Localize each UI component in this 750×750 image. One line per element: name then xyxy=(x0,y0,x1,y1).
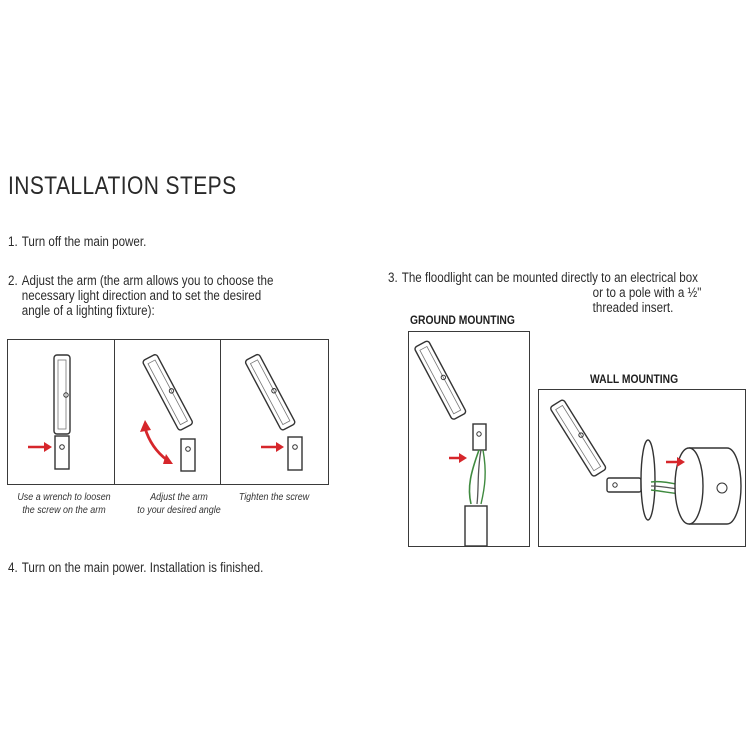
wall-cover-plate xyxy=(641,440,655,520)
step-text: Turn off the main power. xyxy=(21,234,147,249)
rotate-arrow-head-up xyxy=(140,420,151,432)
red-arrow-icon xyxy=(44,442,52,452)
panel-1-caption xyxy=(10,491,119,517)
step-text-line-2: necessary light direction and to set the desired xyxy=(21,288,262,303)
caption-line-2: to your desired angle xyxy=(137,504,221,516)
floodlight-body xyxy=(142,354,193,431)
step-4 xyxy=(8,560,263,575)
mounting-arm xyxy=(288,437,302,470)
step-number: 1. xyxy=(8,234,18,249)
ground-mounting-illustration xyxy=(409,332,529,546)
wall-mounting-illustration xyxy=(539,390,745,546)
step-number: 2. xyxy=(8,273,18,288)
ground-mounting-label: GROUND MOUNTING xyxy=(410,313,515,327)
caption-line-1: Tighten the screw xyxy=(238,491,310,503)
mounting-arm xyxy=(181,439,195,471)
green-wire xyxy=(481,450,485,504)
caption-line-1: Adjust the arm xyxy=(150,491,208,503)
caption-line-1: Use a wrench to loosen xyxy=(17,491,111,503)
panel-3-caption xyxy=(220,491,329,504)
rotate-arrow-arc xyxy=(145,428,167,460)
step-3 xyxy=(388,270,732,315)
step-text-line-1: Adjust the arm (the arm allows you to choose the xyxy=(21,273,274,288)
floodlight-body xyxy=(550,399,607,477)
step-text-line-1: The floodlight can be mounted directly to an electrical box xyxy=(401,270,698,285)
floodlight-body xyxy=(414,340,467,420)
red-arrow-icon xyxy=(459,453,467,463)
rotate-arrow-head-down xyxy=(163,454,173,464)
step-text: Turn on the main power. Installation is finished. xyxy=(21,560,264,575)
step-number: 3. xyxy=(388,270,398,285)
mounting-arm xyxy=(473,424,486,450)
step-text-line-3: angle of a lighting fixture): xyxy=(21,303,155,318)
panel-2-caption xyxy=(125,491,234,517)
mounting-arm xyxy=(607,478,641,492)
step-text-line-3: threaded insert. xyxy=(592,300,674,315)
step-text-line-2: or to a pole with a ½" xyxy=(592,285,702,300)
black-wire xyxy=(477,450,481,504)
panel-2-illustration xyxy=(115,340,220,484)
page-title: INSTALLATION STEPS xyxy=(8,172,237,200)
step-number: 4. xyxy=(8,560,18,575)
mounting-arm xyxy=(55,436,69,469)
red-arrow-icon xyxy=(276,442,284,452)
panel-1-illustration xyxy=(8,340,114,484)
floodlight-body xyxy=(54,355,70,434)
wall-mounting-label: WALL MOUNTING xyxy=(590,372,679,386)
step-2 xyxy=(8,273,326,318)
caption-line-2: the screw on the arm xyxy=(22,504,106,516)
panel-3-illustration xyxy=(221,340,327,484)
mounting-pole xyxy=(465,506,487,546)
floodlight-body xyxy=(245,354,296,431)
step-1 xyxy=(8,234,146,249)
